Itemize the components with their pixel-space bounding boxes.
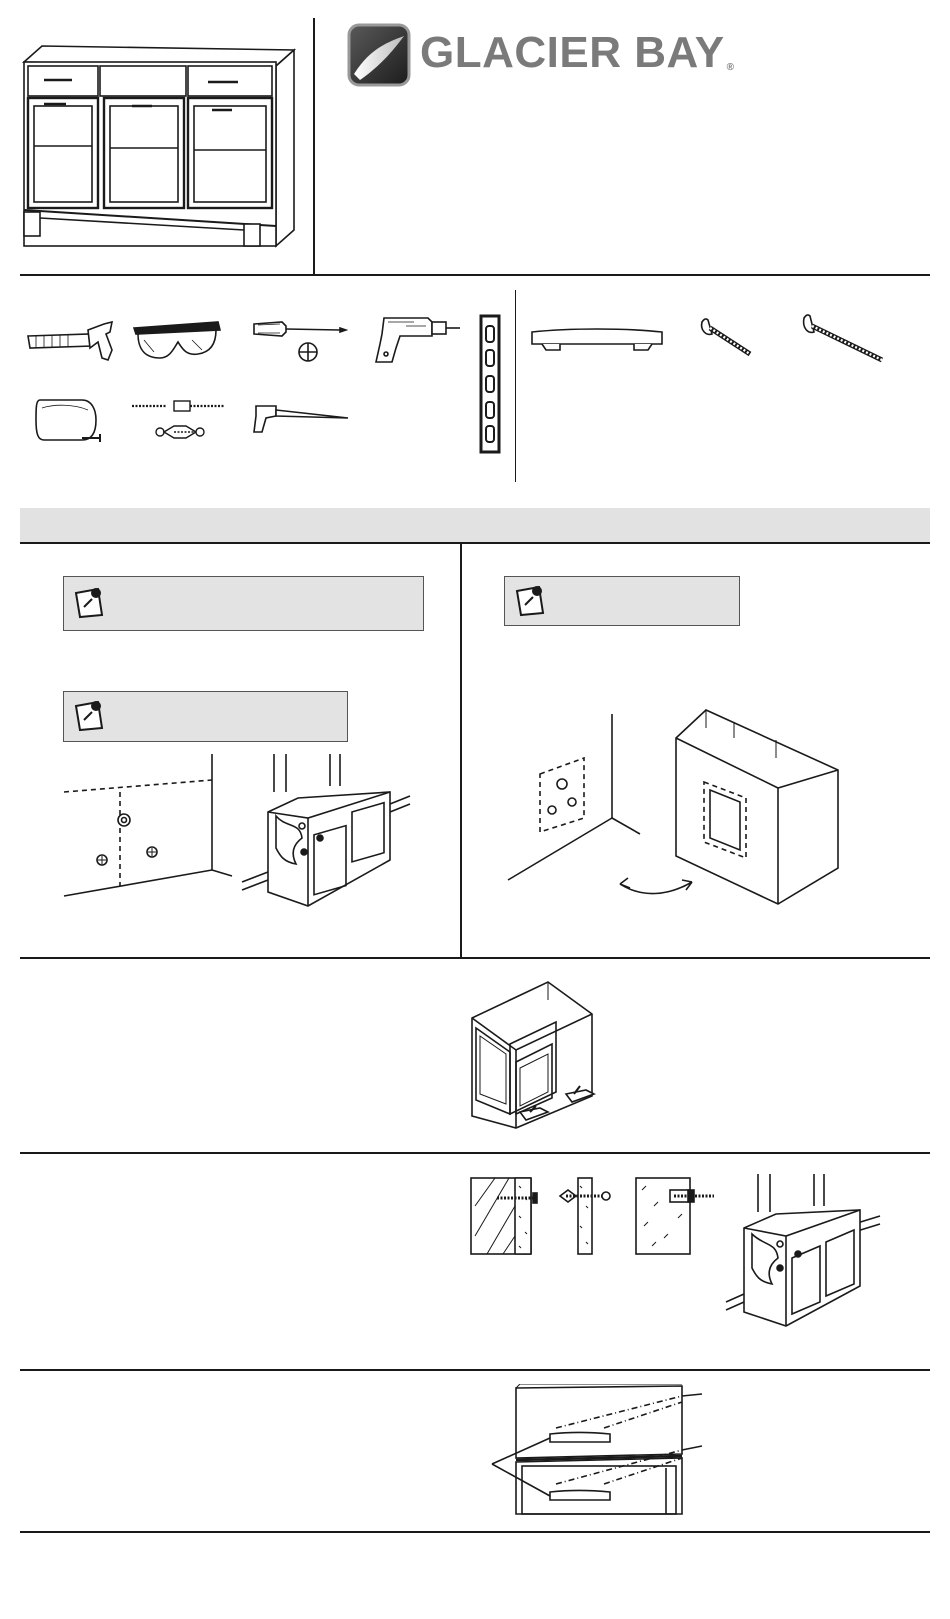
level-icon <box>479 314 501 459</box>
note-pushpin-icon <box>72 698 108 734</box>
long-screw-icon <box>800 312 886 371</box>
note-box-3 <box>504 576 740 626</box>
cabinet-cutaway-illustration <box>240 752 412 915</box>
section-divider-1 <box>20 274 930 276</box>
power-drill-icon <box>370 314 462 373</box>
cabinet-mounting-illustration <box>724 1172 884 1335</box>
hammer-icon <box>26 316 118 371</box>
section-divider-4 <box>20 1369 930 1371</box>
tape-measure-icon <box>34 396 108 449</box>
keyhole-saw-icon <box>252 402 350 441</box>
wood-wall-screw-illustration <box>469 1176 541 1261</box>
wall-anchors-icon <box>130 396 226 449</box>
glacier-bay-logo-icon <box>346 22 412 88</box>
wall-cutout-template-illustration <box>506 708 846 913</box>
wall-screw-location-illustration <box>62 752 242 907</box>
door-handle-icon <box>530 326 664 359</box>
registered-mark: ® <box>726 62 735 73</box>
toggle-bolt-illustration <box>558 1176 614 1261</box>
note-box-1 <box>63 576 424 631</box>
cabinet-leveling-shims-illustration <box>470 980 604 1135</box>
header-divider <box>313 18 315 274</box>
section-divider-3 <box>20 1152 930 1154</box>
safety-glasses-icon <box>132 318 222 369</box>
short-screw-icon <box>698 316 754 365</box>
drywall-anchor-illustration <box>634 1176 718 1261</box>
section-header-band <box>20 508 930 544</box>
note-pushpin-icon <box>513 583 549 619</box>
steps-column-divider <box>460 544 462 958</box>
note-box-2 <box>63 691 348 742</box>
note-pushpin-icon <box>72 585 108 621</box>
brand-logo <box>346 22 735 90</box>
vanity-cabinet-illustration <box>22 40 302 255</box>
tools-hardware-divider <box>515 290 516 482</box>
drawer-handle-installation-illustration <box>486 1384 706 1521</box>
section-divider-5 <box>20 1531 930 1533</box>
section-divider-2 <box>20 957 930 959</box>
brand-name: GLACIER BAY <box>420 28 725 77</box>
phillips-screwdriver-icon <box>252 318 348 369</box>
